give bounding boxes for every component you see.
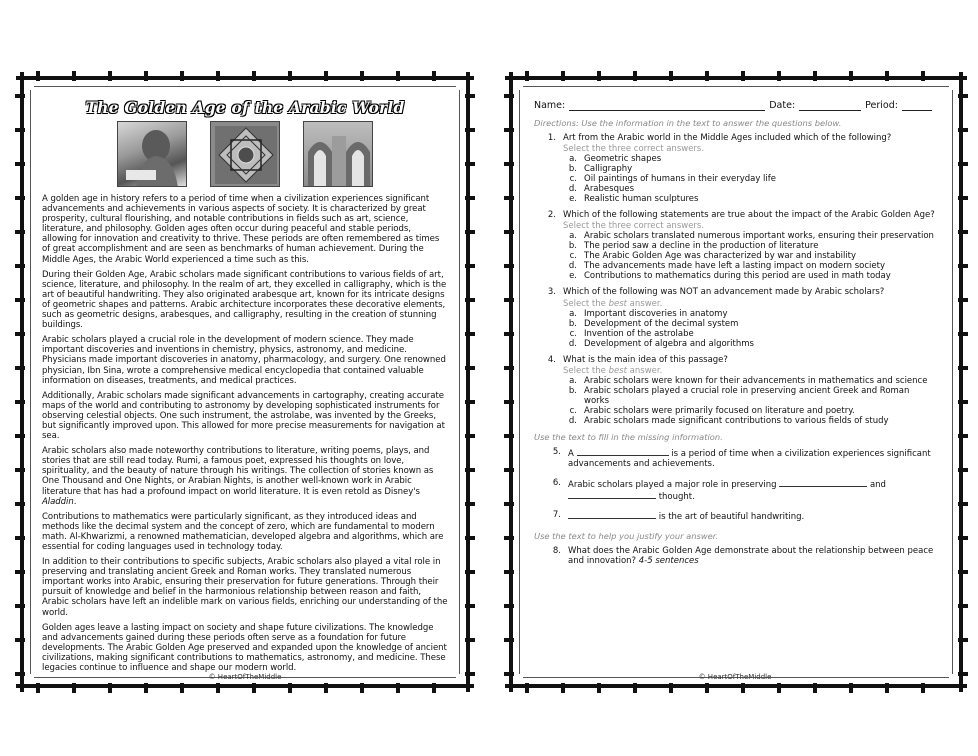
answer-option[interactable] bbox=[563, 251, 936, 261]
frame-tick bbox=[504, 570, 514, 574]
q7-blank[interactable] bbox=[568, 510, 656, 519]
answer-option[interactable] bbox=[563, 416, 936, 426]
question-list bbox=[534, 133, 936, 426]
option-letter: a. bbox=[569, 154, 577, 165]
frame-tick bbox=[72, 683, 76, 693]
answer-option[interactable] bbox=[563, 194, 936, 204]
option-text: The Arabic Golden Age was characterized by war and instability bbox=[584, 251, 857, 262]
option-text: Geometric shapes bbox=[584, 154, 662, 165]
answer-instruction bbox=[563, 144, 936, 154]
hint-text-end: answer. bbox=[626, 298, 663, 309]
question-text: What is the main idea of this passage? bbox=[563, 354, 728, 365]
frame-tick bbox=[504, 502, 514, 506]
frame-tick bbox=[504, 298, 514, 302]
frame-tick bbox=[504, 128, 514, 132]
answer-instruction bbox=[563, 221, 936, 231]
frame-tick bbox=[741, 683, 745, 693]
copyright-footer: © HeartOfTheMiddle bbox=[698, 673, 772, 681]
option-text: The advancements made have left a lasting impact on modern society bbox=[584, 261, 885, 272]
option-letter: d. bbox=[568, 415, 577, 426]
option-text: Arabic scholars were known for their advancements in mathematics and science bbox=[584, 375, 928, 386]
date-label: Date: bbox=[769, 100, 796, 111]
frame-tick bbox=[15, 128, 25, 132]
photo-row bbox=[42, 121, 448, 187]
answer-option[interactable] bbox=[563, 339, 936, 349]
frame-tick bbox=[958, 672, 968, 676]
option-letter: a. bbox=[569, 231, 577, 242]
frame-tick bbox=[597, 683, 601, 693]
option-text: Invention of the astrolabe bbox=[584, 328, 694, 339]
frame-tick bbox=[561, 71, 565, 81]
frame-tick bbox=[921, 71, 925, 81]
frame-tick bbox=[504, 196, 514, 200]
frame-tick bbox=[958, 536, 968, 540]
question-number: 8. bbox=[552, 545, 561, 556]
frame-top bbox=[16, 76, 474, 80]
question-number: 3. bbox=[547, 287, 556, 298]
q6-text-a: Arabic scholars played a major role in preserving bbox=[568, 479, 777, 490]
frame-tick bbox=[958, 400, 968, 404]
answer-option[interactable] bbox=[563, 386, 936, 406]
option-letter: a. bbox=[569, 375, 577, 386]
q6-text-b: and bbox=[869, 479, 886, 490]
paragraph-2: During their Golden Age, Arabic scholars made significant contributions to various fields of art, science, literature, and philosophy. In the realm of art, they excelled in calligraphy, which is the art of beautiful handwriting. They also originated arabesque art, known for its intricate designs of geometric shapes and patterns. Arabic architecture incorporates these decorative elements, such as geometric designs, arabesques, and calligraphy, resulting in the creation of stunning buildings. bbox=[42, 269, 447, 331]
option-letter: c. bbox=[569, 405, 577, 416]
frame-tick bbox=[504, 230, 514, 234]
frame-tick bbox=[15, 672, 25, 676]
frame-tick bbox=[465, 536, 475, 540]
q6-blank-2[interactable] bbox=[568, 490, 656, 499]
frame-tick bbox=[465, 298, 475, 302]
geometric-tile-image bbox=[210, 121, 280, 187]
answer-option[interactable] bbox=[563, 319, 936, 329]
frame-tick bbox=[108, 71, 112, 81]
frame-tick bbox=[465, 162, 475, 166]
frame-tick bbox=[958, 366, 968, 370]
frame-tick bbox=[777, 683, 781, 693]
directions-fill-in: Use the text to fill in the missing information. bbox=[534, 431, 723, 442]
frame-tick bbox=[15, 264, 25, 268]
architecture-arches-image bbox=[303, 121, 373, 187]
answer-option[interactable] bbox=[563, 376, 936, 386]
frame-bottom bbox=[505, 684, 967, 688]
answer-option[interactable] bbox=[563, 184, 936, 194]
frame-tick bbox=[360, 683, 364, 693]
worksheet-content bbox=[534, 100, 936, 681]
q8-text: What does the Arabic Golden Age demonstrate about the relationship between peace and innovation? bbox=[568, 545, 934, 567]
question-3 bbox=[534, 287, 936, 348]
hint-emphasis: best bbox=[608, 298, 627, 309]
frame-tick bbox=[432, 683, 436, 693]
frame-tick bbox=[15, 570, 25, 574]
frame-tick bbox=[813, 71, 817, 81]
frame-tick bbox=[633, 71, 637, 81]
question-text: Which of the following was NOT an advancement made by Arabic scholars? bbox=[563, 287, 885, 298]
frame-tick bbox=[216, 683, 220, 693]
frame-tick bbox=[15, 298, 25, 302]
paragraph-7: In addition to their contributions to specific subjects, Arabic scholars also played a vital role in preserving and translating ancient Greek and Roman works. They translated numerous important works into Arabic, ensuring their preservation for future generations. Through their pursuit of knowledge and belief in the harmonious relationship between reason and faith, Arabic scholars have left an indelible mark on various fields, enriching our understanding of the world. bbox=[42, 557, 448, 618]
frame-tick bbox=[849, 683, 853, 693]
frame-tick bbox=[324, 683, 328, 693]
question-2 bbox=[534, 210, 936, 281]
frame-tick bbox=[958, 196, 968, 200]
answer-options bbox=[563, 376, 936, 426]
frame-tick bbox=[885, 71, 889, 81]
frame-tick bbox=[15, 502, 25, 506]
copyright-footer: © HeartOfTheMiddle bbox=[208, 673, 282, 681]
question-number: 6. bbox=[552, 477, 561, 488]
frame-tick bbox=[465, 366, 475, 370]
option-letter: b. bbox=[568, 385, 577, 396]
frame-tick bbox=[252, 71, 256, 81]
frame-tick bbox=[504, 434, 514, 438]
frame-tick bbox=[958, 638, 968, 642]
question-1 bbox=[534, 133, 936, 204]
hint-text: Select the bbox=[563, 298, 609, 309]
frame-tick bbox=[15, 400, 25, 404]
header-fields bbox=[534, 100, 936, 111]
frame-tick bbox=[144, 683, 148, 693]
hint-text-end: answer. bbox=[626, 365, 663, 376]
frame-tick bbox=[504, 162, 514, 166]
question-4 bbox=[534, 355, 936, 426]
frame-tick bbox=[15, 332, 25, 336]
option-text: Development of algebra and algorithms bbox=[584, 338, 754, 349]
frame-tick bbox=[396, 683, 400, 693]
option-letter: d. bbox=[568, 261, 577, 272]
answer-options bbox=[563, 231, 936, 281]
frame-tick bbox=[958, 332, 968, 336]
frame-tick bbox=[504, 264, 514, 268]
q6-blank-1[interactable] bbox=[779, 478, 867, 487]
answer-instruction bbox=[563, 366, 936, 376]
frame-tick bbox=[465, 230, 475, 234]
question-number: 7. bbox=[552, 510, 561, 521]
paragraph-1: A golden age in history refers to a period of time when a civilization experiences significant advancements and achievements in various aspects of society. It is characterized by great prosperity, cultural flourishing, and notable contributions in fields such as art, science, literature, and philosophy. Golden ages often occur during peaceful and stable periods, allowing for innovation and creativity to thrive. These periods are often remembered as times of great accomplishment and are seen as benchmarks of human achievement. During the Middle Ages, the Arabic World experienced a time such as this. bbox=[42, 194, 440, 265]
answer-option[interactable] bbox=[563, 406, 936, 416]
frame-tick bbox=[465, 332, 475, 336]
question-8 bbox=[542, 546, 936, 567]
question-text: Art from the Arabic world in the Middle Ages included which of the following? bbox=[563, 133, 892, 143]
frame-tick bbox=[15, 468, 25, 472]
frame-tick bbox=[504, 536, 514, 540]
frame-tick bbox=[504, 400, 514, 404]
frame-tick bbox=[813, 683, 817, 693]
paragraph-3: Arabic scholars played a crucial role in the development of modern science. They made important discoveries and inventions in chemistry, physics, astronomy, and medicine. Physicians made important discoveries in anatomy, pharmacology, and surgery. One renowned physician, Ibn Sina, wrote a comprehensive medical encyclopedia that contained valuable information on diseases, treatments, and medical practices. bbox=[42, 335, 446, 386]
passage-content bbox=[42, 92, 448, 681]
frame-tick bbox=[504, 468, 514, 472]
answer-options bbox=[563, 154, 936, 204]
frame-tick bbox=[885, 683, 889, 693]
frame-bottom bbox=[16, 684, 474, 688]
frame-tick bbox=[15, 230, 25, 234]
question-number: 1. bbox=[547, 133, 556, 143]
frame-tick bbox=[958, 604, 968, 608]
option-letter: e. bbox=[569, 271, 577, 282]
frame-tick bbox=[15, 638, 25, 642]
frame-tick bbox=[36, 683, 40, 693]
option-letter: b. bbox=[568, 164, 577, 175]
paragraph-8: Golden ages leave a lasting impact on society and shape future civilizations. The knowledge and advancements gained during these periods often serve as a foundation for future developments. The Arabic Golden Age preserved and expanded upon the knowledge of ancient civilizations, making significant contributions to mathematics, astronomy, and medicine. These legacies continue to influence and shape our modern world. bbox=[42, 622, 447, 674]
frame-tick bbox=[324, 71, 328, 81]
frame-tick bbox=[465, 638, 475, 642]
frame-tick bbox=[15, 434, 25, 438]
option-letter: b. bbox=[568, 241, 577, 252]
q8-length-hint: 4-5 sentences bbox=[638, 556, 699, 567]
frame-tick bbox=[525, 683, 529, 693]
option-letter: c. bbox=[569, 174, 577, 185]
frame-tick bbox=[465, 502, 475, 506]
q5-text-a: A bbox=[568, 448, 574, 459]
question-6 bbox=[542, 478, 936, 503]
worksheet-page bbox=[511, 78, 961, 686]
frame-tick bbox=[958, 570, 968, 574]
option-text: Arabic scholars were primarily focused on literature and poetry. bbox=[584, 405, 855, 416]
answer-instruction bbox=[563, 299, 936, 309]
frame-tick bbox=[465, 196, 475, 200]
frame-tick bbox=[360, 71, 364, 81]
frame-tick bbox=[465, 468, 475, 472]
frame-tick bbox=[72, 71, 76, 81]
frame-tick bbox=[465, 94, 475, 98]
frame-tick bbox=[465, 604, 475, 608]
frame-tick bbox=[15, 366, 25, 370]
frame-tick bbox=[465, 400, 475, 404]
frame-tick bbox=[396, 71, 400, 81]
period-label: Period: bbox=[865, 100, 898, 111]
paragraph-4: Additionally, Arabic scholars made significant advancements in cartography, creating accurate maps of the world and contributing to astronomy by developing sophisticated instruments for observing celestial objects. One such instrument, the astrolabe, was invented by the Greeks, but significantly improved upon. This allowed for more precise measurements for navigation at sea. bbox=[42, 390, 445, 442]
question-number: 5. bbox=[552, 446, 561, 457]
frame-tick bbox=[705, 71, 709, 81]
option-letter: c. bbox=[569, 328, 577, 339]
reading-passage-page bbox=[22, 78, 468, 686]
frame-tick bbox=[180, 683, 184, 693]
option-letter: c. bbox=[569, 251, 577, 262]
option-text: Arabic scholars translated numerous important works, ensuring their preservation bbox=[584, 231, 934, 242]
frame-tick bbox=[849, 71, 853, 81]
question-text: Which of the following statements are true about the impact of the Arabic Golden Age? bbox=[563, 210, 935, 221]
frame-tick bbox=[504, 604, 514, 608]
directions-multiple-choice: Directions: Use the information in the text to answer the questions below. bbox=[534, 118, 842, 128]
frame-tick bbox=[958, 230, 968, 234]
option-letter: d. bbox=[568, 184, 577, 195]
frame-tick bbox=[958, 298, 968, 302]
frame-tick bbox=[465, 570, 475, 574]
frame-tick bbox=[465, 434, 475, 438]
q6-text-c: thought. bbox=[658, 492, 695, 503]
frame-tick bbox=[36, 71, 40, 81]
option-text: Calligraphy bbox=[584, 164, 633, 175]
answer-option[interactable] bbox=[563, 329, 936, 339]
frame-tick bbox=[958, 264, 968, 268]
aladdin-title: Aladdin bbox=[42, 496, 74, 507]
frame-tick bbox=[777, 71, 781, 81]
option-letter: a. bbox=[569, 308, 577, 319]
question-5 bbox=[542, 447, 936, 470]
answer-option[interactable] bbox=[563, 231, 936, 241]
option-text: Important discoveries in anatomy bbox=[584, 308, 728, 319]
frame-tick bbox=[504, 366, 514, 370]
frame-tick bbox=[597, 71, 601, 81]
page-title: The Golden Age of the Arabic World bbox=[85, 98, 405, 117]
answer-option[interactable] bbox=[563, 154, 936, 164]
question-number: 2. bbox=[547, 210, 556, 221]
answer-option[interactable] bbox=[563, 309, 936, 319]
frame-tick bbox=[180, 71, 184, 81]
option-text: Contributions to mathematics during this period are used in math today bbox=[584, 271, 891, 282]
option-text: Arabic scholars made significant contributions to various fields of study bbox=[584, 415, 889, 426]
frame-tick bbox=[15, 536, 25, 540]
name-field[interactable] bbox=[569, 100, 765, 111]
option-text: Arabesques bbox=[584, 184, 635, 195]
frame-tick bbox=[921, 683, 925, 693]
frame-tick bbox=[465, 128, 475, 132]
option-letter: d. bbox=[568, 338, 577, 349]
frame-tick bbox=[465, 672, 475, 676]
frame-tick bbox=[958, 502, 968, 506]
frame-tick bbox=[958, 94, 968, 98]
frame-tick bbox=[958, 468, 968, 472]
answer-option[interactable] bbox=[563, 271, 936, 281]
frame-tick bbox=[958, 434, 968, 438]
frame-tick bbox=[288, 71, 292, 81]
frame-tick bbox=[15, 94, 25, 98]
q7-text: is the art of beautiful handwriting. bbox=[658, 512, 805, 523]
frame-tick bbox=[958, 162, 968, 166]
answer-option[interactable] bbox=[563, 241, 936, 251]
answer-option[interactable] bbox=[563, 164, 936, 174]
answer-option[interactable] bbox=[563, 174, 936, 184]
question-7 bbox=[542, 510, 936, 522]
frame-tick bbox=[108, 683, 112, 693]
frame-tick bbox=[252, 683, 256, 693]
option-text: Realistic human sculptures bbox=[584, 194, 699, 205]
answer-options bbox=[563, 309, 936, 349]
answer-option[interactable] bbox=[563, 261, 936, 271]
frame-tick bbox=[958, 128, 968, 132]
frame-tick bbox=[705, 683, 709, 693]
q5-blank[interactable] bbox=[577, 447, 669, 456]
frame-tick bbox=[432, 71, 436, 81]
frame-tick bbox=[288, 683, 292, 693]
name-label: Name: bbox=[534, 100, 566, 111]
frame-tick bbox=[504, 94, 514, 98]
frame-tick bbox=[15, 196, 25, 200]
option-letter: b. bbox=[568, 318, 577, 329]
option-text: Oil paintings of humans in their everyday life bbox=[584, 174, 777, 185]
date-field[interactable] bbox=[799, 100, 861, 111]
frame-tick bbox=[504, 638, 514, 642]
question-number: 4. bbox=[547, 354, 556, 365]
frame-tick bbox=[633, 683, 637, 693]
frame-top bbox=[505, 76, 967, 80]
frame-tick bbox=[15, 162, 25, 166]
paragraph-5-end: . bbox=[73, 496, 77, 507]
frame-tick bbox=[669, 683, 673, 693]
frame-tick bbox=[15, 604, 25, 608]
frame-tick bbox=[504, 672, 514, 676]
option-text: The period saw a decline in the production of literature bbox=[584, 241, 819, 252]
period-field[interactable] bbox=[902, 100, 932, 111]
frame-tick bbox=[669, 71, 673, 81]
directions-justify: Use the text to help you justify your answer. bbox=[534, 530, 719, 541]
hint-text: Select the three correct answers. bbox=[563, 144, 705, 155]
option-letter: e. bbox=[569, 194, 577, 205]
frame-tick bbox=[504, 332, 514, 336]
option-text: Development of the decimal system bbox=[584, 318, 739, 329]
frame-tick bbox=[216, 71, 220, 81]
frame-tick bbox=[465, 264, 475, 268]
hint-text: Select the three correct answers. bbox=[563, 221, 705, 232]
hint-emphasis: best bbox=[608, 365, 627, 376]
frame-tick bbox=[525, 71, 529, 81]
paragraph-6: Contributions to mathematics were particularly significant, as they introduced ideas and methods like the decimal system and the concept of zero, which are fundamental to modern math. Al-Khwarizmi, a renowned mathematician, developed algebra and algorithms, which are essential for coding languages used in technology today. bbox=[42, 511, 444, 552]
paragraph-5-text: Arabic scholars also made noteworthy contributions to literature, writing poems, plays, and stories that are still read today. Rumi, a famous poet, expressed his thoughts on love, spirituality, and the beauty of nature through his writings. The collection of stories known as One Thousand and One Nights, or Arabian Nights, is another well-known work in Arabic literature that has had a profound impact on world literature. It is even retold as Disney's bbox=[42, 446, 434, 497]
option-text: Arabic scholars played a crucial role in preserving ancient Greek and Roman works bbox=[584, 385, 910, 406]
frame-tick bbox=[561, 683, 565, 693]
frame-tick bbox=[144, 71, 148, 81]
q5-text-b: is a period of time when a civilization experiences significant advancements and achievements. bbox=[568, 448, 931, 470]
frame-tick bbox=[741, 71, 745, 81]
hint-text: Select the bbox=[563, 365, 609, 376]
paragraph-5 bbox=[42, 446, 448, 507]
scholar-writing-image bbox=[117, 121, 187, 187]
